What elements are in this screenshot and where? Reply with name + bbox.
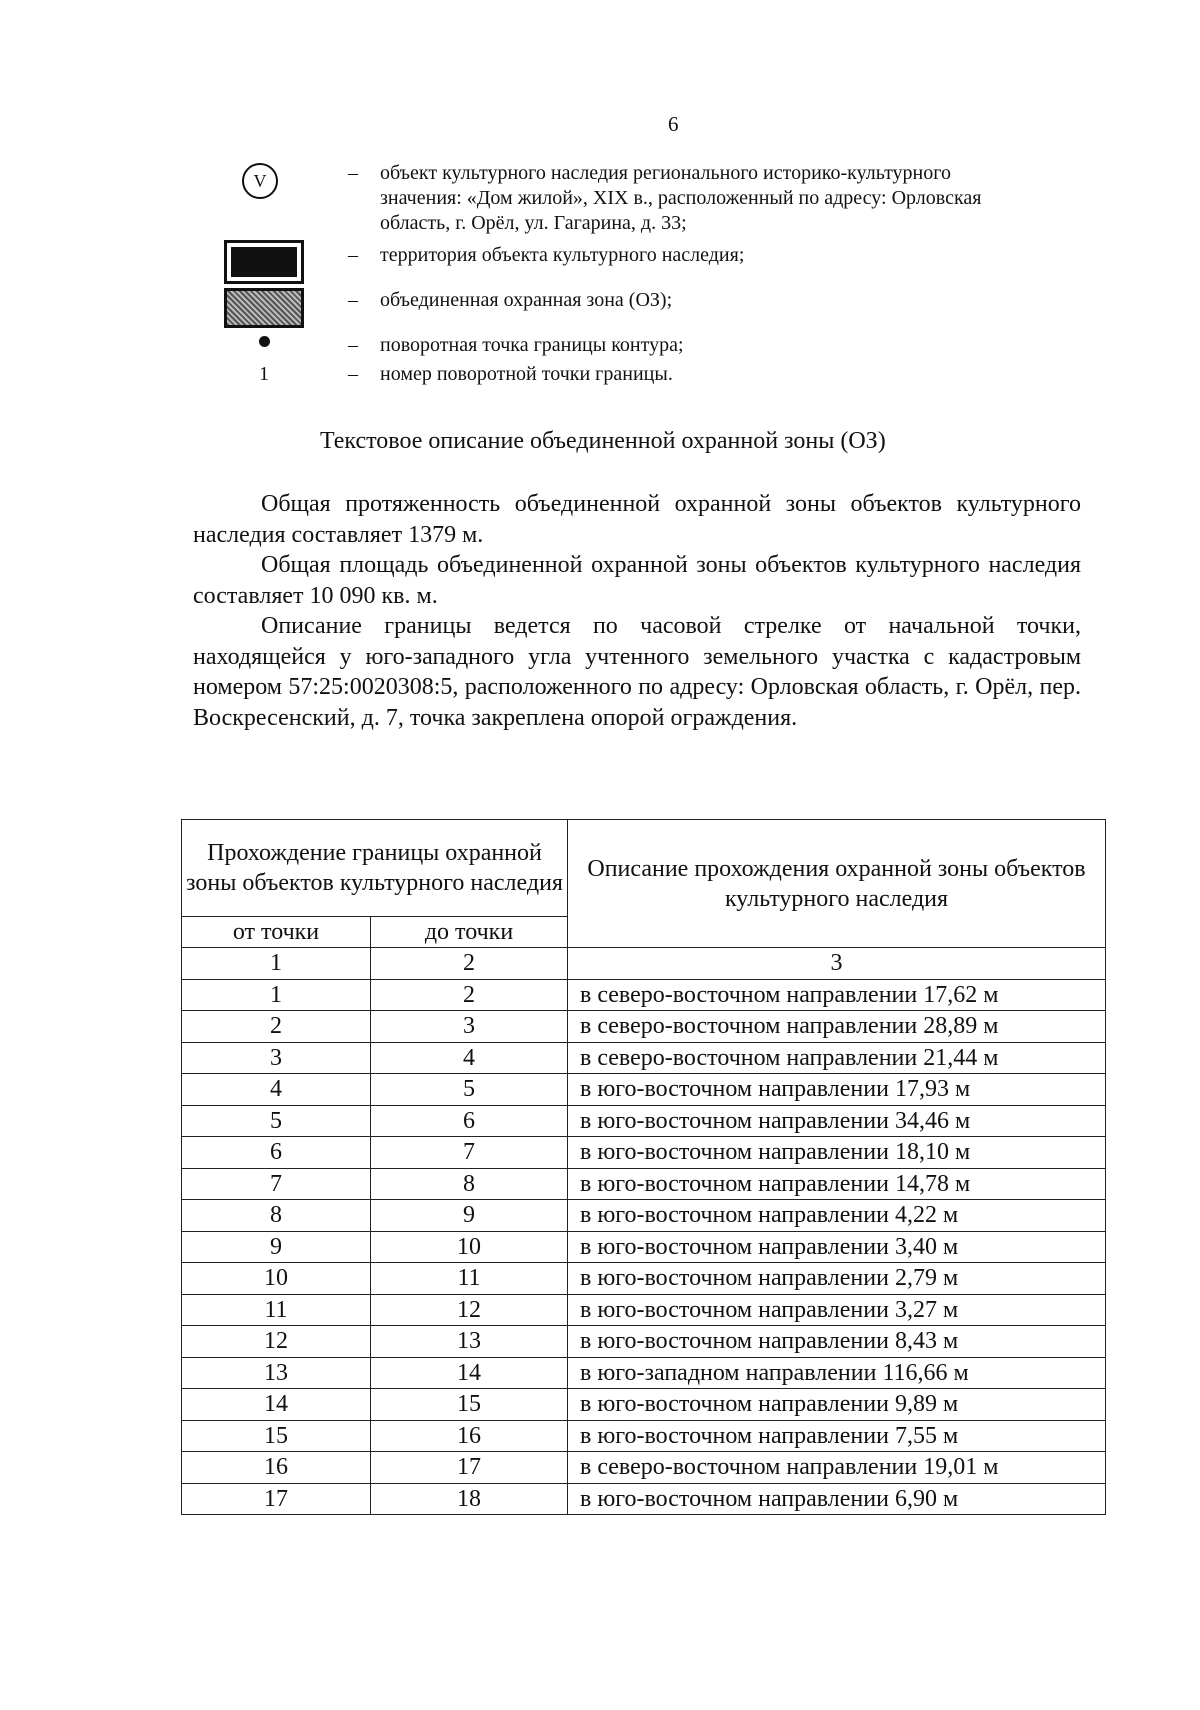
header-description: Описание прохождения охранной зоны объектов культурного наследия bbox=[568, 820, 1106, 948]
description-cell: в юго-восточном направлении 18,10 м bbox=[568, 1137, 1106, 1169]
turning-point-number-symbol: 1 bbox=[259, 363, 269, 385]
description-cell: в юго-восточном направлении 2,79 м bbox=[568, 1263, 1106, 1295]
column-number-row bbox=[182, 948, 1106, 980]
to-point-cell: 13 bbox=[371, 1326, 568, 1358]
territory-symbol bbox=[224, 240, 304, 284]
description-cell: в юго-восточном направлении 3,40 м bbox=[568, 1231, 1106, 1263]
from-point-cell: 10 bbox=[182, 1263, 371, 1295]
protection-zone-symbol bbox=[224, 288, 304, 328]
boundary-table bbox=[181, 819, 1106, 1515]
to-point-cell: 9 bbox=[371, 1200, 568, 1232]
from-point-cell: 6 bbox=[182, 1137, 371, 1169]
description-cell: в юго-восточном направлении 34,46 м bbox=[568, 1105, 1106, 1137]
section-heading: Текстовое описание объединенной охранной зоны (ОЗ) bbox=[320, 428, 886, 454]
to-point-cell: 2 bbox=[371, 979, 568, 1011]
from-point-cell: 17 bbox=[182, 1483, 371, 1515]
header-from-point: от точки bbox=[182, 917, 371, 948]
from-point-cell: 13 bbox=[182, 1357, 371, 1389]
from-point-cell: 5 bbox=[182, 1105, 371, 1137]
description-cell: в северо-восточном направлении 19,01 м bbox=[568, 1452, 1106, 1484]
page-number: 6 bbox=[668, 112, 679, 136]
to-point-cell: 8 bbox=[371, 1168, 568, 1200]
table-row bbox=[182, 1452, 1106, 1484]
to-point-cell: 11 bbox=[371, 1263, 568, 1295]
table-row bbox=[182, 1200, 1106, 1232]
to-point-cell: 3 bbox=[371, 1011, 568, 1043]
from-point-cell: 12 bbox=[182, 1326, 371, 1358]
to-point-cell: 15 bbox=[371, 1389, 568, 1421]
legend-text: территория объекта культурного наследия; bbox=[380, 244, 745, 266]
description-cell: в северо-восточном направлении 28,89 м bbox=[568, 1011, 1106, 1043]
legend-text-line: значения: «Дом жилой», XIX в., расположенный по адресу: Орловская bbox=[380, 187, 982, 209]
table-row bbox=[182, 1137, 1106, 1169]
header-to-point: до точки bbox=[371, 917, 568, 948]
from-point-cell: 4 bbox=[182, 1074, 371, 1106]
column-number: 2 bbox=[371, 948, 568, 980]
to-point-cell: 16 bbox=[371, 1420, 568, 1452]
legend-text: поворотная точка границы контура; bbox=[380, 334, 684, 356]
from-point-cell: 16 bbox=[182, 1452, 371, 1484]
table-row bbox=[182, 1357, 1106, 1389]
legend-dash: – bbox=[348, 244, 358, 266]
paragraph-area: Общая площадь объединенной охранной зоны объектов культурного наследия составляет 10 090 кв. м. bbox=[193, 552, 1081, 609]
to-point-cell: 10 bbox=[371, 1231, 568, 1263]
legend-text bbox=[380, 161, 1080, 236]
to-point-cell: 12 bbox=[371, 1294, 568, 1326]
table-row bbox=[182, 1231, 1106, 1263]
from-point-cell: 9 bbox=[182, 1231, 371, 1263]
table-row bbox=[182, 1074, 1106, 1106]
column-number: 3 bbox=[568, 948, 1106, 980]
description-cell: в юго-восточном направлении 9,89 м bbox=[568, 1389, 1106, 1421]
turning-point-symbol bbox=[259, 336, 270, 347]
table-row bbox=[182, 1105, 1106, 1137]
legend-text-line: объект культурного наследия регионального историко-культурного bbox=[380, 162, 951, 184]
to-point-cell: 18 bbox=[371, 1483, 568, 1515]
from-point-cell: 7 bbox=[182, 1168, 371, 1200]
table-row bbox=[182, 1011, 1106, 1043]
legend-dash: – bbox=[348, 289, 358, 311]
paragraph-length: Общая протяженность объединенной охранной зоны объектов культурного наследия составляет 1379 м. bbox=[193, 491, 1081, 548]
description-cell: в юго-восточном направлении 6,90 м bbox=[568, 1483, 1106, 1515]
description-cell: в юго-восточном направлении 7,55 м bbox=[568, 1420, 1106, 1452]
column-number: 1 bbox=[182, 948, 371, 980]
description-cell: в северо-восточном направлении 21,44 м bbox=[568, 1042, 1106, 1074]
table-row bbox=[182, 1263, 1106, 1295]
from-point-cell: 8 bbox=[182, 1200, 371, 1232]
from-point-cell: 1 bbox=[182, 979, 371, 1011]
from-point-cell: 2 bbox=[182, 1011, 371, 1043]
from-point-cell: 15 bbox=[182, 1420, 371, 1452]
heritage-object-symbol bbox=[242, 163, 278, 199]
heritage-object-symbol-label: V bbox=[253, 171, 267, 191]
table-row bbox=[182, 1326, 1106, 1358]
legend-dash: – bbox=[348, 363, 358, 385]
from-point-cell: 14 bbox=[182, 1389, 371, 1421]
legend-dash: – bbox=[348, 334, 358, 356]
legend-text: объединенная охранная зона (ОЗ); bbox=[380, 289, 673, 311]
table-row bbox=[182, 1420, 1106, 1452]
to-point-cell: 14 bbox=[371, 1357, 568, 1389]
to-point-cell: 6 bbox=[371, 1105, 568, 1137]
table-row bbox=[182, 1483, 1106, 1515]
from-point-cell: 3 bbox=[182, 1042, 371, 1074]
to-point-cell: 7 bbox=[371, 1137, 568, 1169]
table-row bbox=[182, 979, 1106, 1011]
legend-text-line: область, г. Орёл, ул. Гагарина, д. 33; bbox=[380, 212, 687, 234]
legend-text: номер поворотной точки границы. bbox=[380, 363, 673, 385]
header-boundary-passage: Прохождение границы охранной зоны объектов культурного наследия bbox=[182, 820, 568, 917]
description-cell: в юго-восточном направлении 8,43 м bbox=[568, 1326, 1106, 1358]
legend-dash: – bbox=[348, 162, 358, 184]
paragraph-boundary-description: Описание границы ведется по часовой стрелке от начальной точки, находящейся у юго-западного угла учтенного земельного участка с кадастровым номером 57:25:0020308:5, расположенного по адресу: Орловская область, г. Орёл, пер. Воскресенский, д. 7, точка закреплена опорой ограждения. bbox=[193, 613, 1081, 731]
to-point-cell: 4 bbox=[371, 1042, 568, 1074]
description-cell: в юго-восточном направлении 14,78 м bbox=[568, 1168, 1106, 1200]
from-point-cell: 11 bbox=[182, 1294, 371, 1326]
to-point-cell: 5 bbox=[371, 1074, 568, 1106]
description-cell: в северо-восточном направлении 17,62 м bbox=[568, 979, 1106, 1011]
table-row bbox=[182, 1389, 1106, 1421]
description-cell: в юго-восточном направлении 17,93 м bbox=[568, 1074, 1106, 1106]
table-row bbox=[182, 1294, 1106, 1326]
description-cell: в юго-западном направлении 116,66 м bbox=[568, 1357, 1106, 1389]
table-row bbox=[182, 1168, 1106, 1200]
description-cell: в юго-восточном направлении 3,27 м bbox=[568, 1294, 1106, 1326]
to-point-cell: 17 bbox=[371, 1452, 568, 1484]
table-row bbox=[182, 1042, 1106, 1074]
description-cell: в юго-восточном направлении 4,22 м bbox=[568, 1200, 1106, 1232]
